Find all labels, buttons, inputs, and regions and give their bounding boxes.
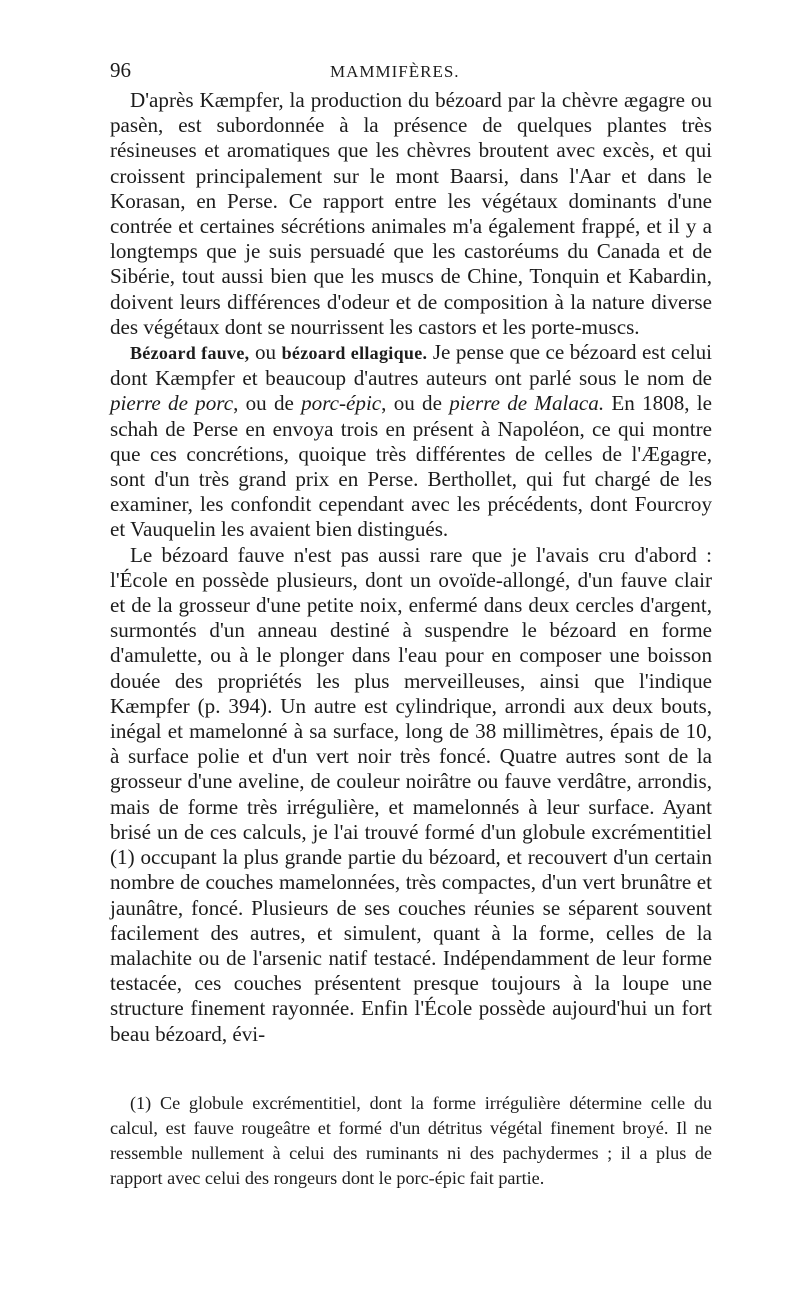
text-segment: Je pense que ce bézoard est celui dont Kæmpfer et beaucoup d'autres auteurs ont parlé sous le nom de [110,340,712,391]
italic-term: pierre de porc [110,391,234,416]
italic-term: pierre de Malaca. [449,391,605,416]
term-bezoard-ellagique: bézoard ellagique. [281,343,428,364]
paragraph-ecole-collection: Le bézoard fauve n'est pas aussi rare que je l'avais cru d'abord : l'École en possède plusieurs, dont un ovoïde-allongé, d'un fauve clair et de la grosseur d'une petite noix, enfermé dans deux cercles d'argent, surmontés d'un anneau destiné à suspendre le bézoard en forme d'amulette, ou à le plonger dans l'eau pour en composer une boisson douée des propriétés les plus merveilleuses, ainsi que l'indique Kæmpfer (p. 394). Un autre est cylindrique, arrondi aux deux bouts, inégal et mamelonné à sa surface, long de 38 millimètres, épais de 10, à surface polie et d'un vert noir très foncé. Quatre autres sont de la grosseur d'une aveline, de couleur noirâtre ou fauve verdâtre, arrondis, mais de forme très irrégulière, et mamelonnés à leur surface. Ayant brisé un de ces calculs, je l'ai trouvé formé d'un globule excrémentitiel (1) occupant la plus grande partie du bézoard, et recouvert d'un certain nombre de couches mamelonnées, très compactes, d'un vert brunâtre et jaunâtre, foncé. Plusieurs de ses couches réunies se séparent souvent facilement des autres, et simulent, quant à la forme, celles de la malachite ou de l'arsenic natif testacé. Indépendamment de leur forme testacée, ces couches présentent presque toujours à la loupe une structure finement rayonnée. Enfin l'École possède aujourd'hui un fort beau bézoard, évi- [110,542,712,1046]
footnote-1: (1) Ce globule excrémentitiel, dont la forme irrégulière détermine celle du calcul, est fauve rougeâtre et formé d'un détritus végétal finement broyé. Il ne ressemble nullement à celui des ruminants ni des pachydermes ; il a plus de rapport avec celui des rongeurs dont le porc-épic fait partie. [110,1092,712,1188]
italic-term: porc-épic [301,391,382,416]
page-number: 96 [110,58,131,82]
text-segment: En 1808, le schah de Perse en envoya trois en présent à Napoléon, ce qui montre que ces concrétions, quoique très différentes de celles de l'Ægagre, sont d'un très grand prix en Perse. Berthollet, qui fut chargé de les examiner, les confondit cependant avec les précédents, dont Fourcroy et Vauquelin les avaient bien distingués. [110,391,713,542]
page-header [110,58,712,88]
text-connector: ou [249,340,282,365]
text-segment: , ou de [233,391,302,416]
paragraph-bezoard-fauve [110,340,712,543]
term-bezoard-fauve: Bézoard fauve, [130,343,250,364]
body-text [110,88,712,1047]
footnotes [110,1091,712,1191]
paragraph-kaempfer: D'après Kæmpfer, la production du bézoard par la chèvre ægagre ou pasèn, est subordonnée à la présence de quelques plantes très résineuses et aromatiques que les chèvres broutent avec excès, et qui croissent principalement sur le mont Baarsi, dans l'Aar et dans le Korasan, en Perse. Ce rapport entre les végétaux dominants d'une contrée et certaines sécrétions animales m'a également frappé, et il y a longtemps que je suis persuadé que les castoréums du Canada et de Sibérie, tout aussi bien que les muscs de Chine, Tonquin et Kabardin, doivent leurs différences d'odeur et de composition à la nature diverse des végétaux dont se nourrissent les castors et les porte-muscs. [110,88,712,339]
text-segment: , ou de [381,391,450,416]
running-title: MAMMIFÈRES. [330,62,460,81]
